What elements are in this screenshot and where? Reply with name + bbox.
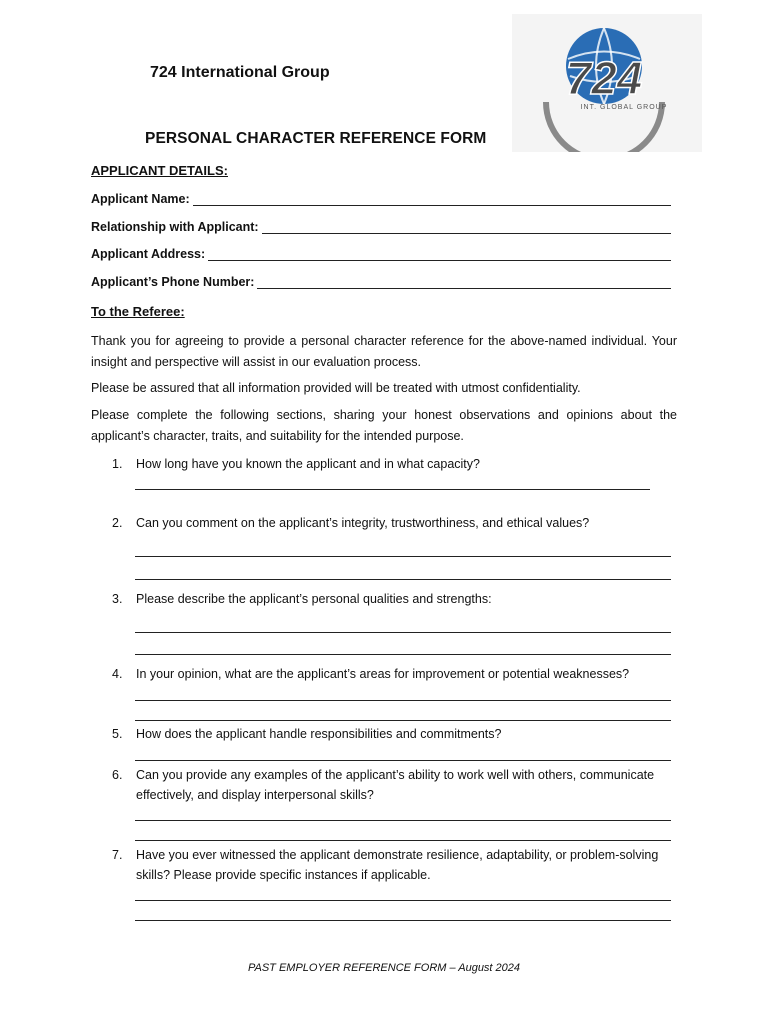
answer-line[interactable]: [135, 489, 650, 490]
question-number: 6.: [112, 768, 123, 782]
question-4: [112, 664, 678, 684]
instructions-paragraph: Please complete the following sections, sharing your honest observations and opinions about the applicant’s character, traits, and suitability for the intended purpose.: [91, 408, 677, 443]
applicant-details-heading: APPLICANT DETAILS:: [91, 163, 228, 178]
applicant-address-field[interactable]: [91, 247, 671, 261]
answer-line[interactable]: [135, 840, 671, 841]
question-text: Have you ever witnessed the applicant demonstrate resilience, adaptability, or problem-solving skills? Please provide specific instances if applicable.: [136, 848, 659, 882]
question-text: Can you comment on the applicant’s integrity, trustworthiness, and ethical values?: [136, 516, 590, 530]
question-text: Please describe the applicant’s personal qualities and strengths:: [136, 592, 492, 606]
question-3: [112, 589, 678, 609]
field-label: Relationship with Applicant:: [91, 220, 259, 234]
answer-line[interactable]: [135, 556, 671, 557]
referee-heading: To the Referee:: [91, 304, 185, 319]
relationship-field[interactable]: [91, 220, 671, 234]
question-number: 7.: [112, 848, 123, 862]
question-text: How does the applicant handle responsibilities and commitments?: [136, 727, 502, 741]
applicant-address-line[interactable]: [208, 250, 671, 261]
answer-line[interactable]: [135, 820, 671, 821]
answer-line[interactable]: [135, 579, 671, 580]
answer-line[interactable]: [135, 632, 671, 633]
logo-tagline: INT. GLOBAL GROUP: [580, 104, 668, 111]
answer-line[interactable]: [135, 900, 671, 901]
question-text: In your opinion, what are the applicant’s areas for improvement or potential weaknesses?: [136, 667, 630, 681]
question-number: 5.: [112, 727, 123, 741]
applicant-phone-field[interactable]: [91, 275, 671, 289]
answer-line[interactable]: [135, 654, 671, 655]
question-number: 4.: [112, 667, 123, 681]
answer-line[interactable]: [135, 760, 671, 761]
field-label: Applicant Address:: [91, 247, 206, 261]
company-logo: [512, 14, 702, 152]
company-name: 724 International Group: [150, 64, 330, 81]
footer-text: PAST EMPLOYER REFERENCE FORM – August 2024: [247, 962, 521, 974]
applicant-name-line[interactable]: [193, 195, 671, 206]
question-7: [112, 845, 678, 885]
question-number: 1.: [112, 457, 123, 471]
answer-line[interactable]: [135, 700, 671, 701]
question-number: 2.: [112, 516, 123, 530]
question-5: [112, 724, 678, 744]
logo-numerals: 724: [565, 52, 643, 104]
question-2: [112, 513, 678, 533]
applicant-name-field[interactable]: [91, 192, 671, 206]
applicant-phone-line[interactable]: [257, 278, 671, 289]
question-1: [112, 454, 678, 474]
question-text: How long have you known the applicant and in what capacity?: [136, 457, 480, 471]
field-label: Applicant Name:: [91, 192, 190, 206]
field-label: Applicant’s Phone Number:: [91, 275, 255, 289]
answer-line[interactable]: [135, 920, 671, 921]
intro-paragraph: Thank you for agreeing to provide a personal character reference for the above-named individual. Your insight and perspective will assist in our evaluation process.: [91, 334, 677, 369]
relationship-line[interactable]: [262, 223, 671, 234]
answer-line[interactable]: [135, 720, 671, 721]
form-title: PERSONAL CHARACTER REFERENCE FORM: [145, 130, 487, 147]
question-6: [112, 765, 678, 805]
confidentiality-paragraph: Please be assured that all information provided will be treated with utmost confidentiality.: [91, 381, 581, 395]
question-text: Can you provide any examples of the applicant’s ability to work well with others, communicate effectively, and display interpersonal skills?: [136, 768, 655, 802]
question-number: 3.: [112, 592, 123, 606]
